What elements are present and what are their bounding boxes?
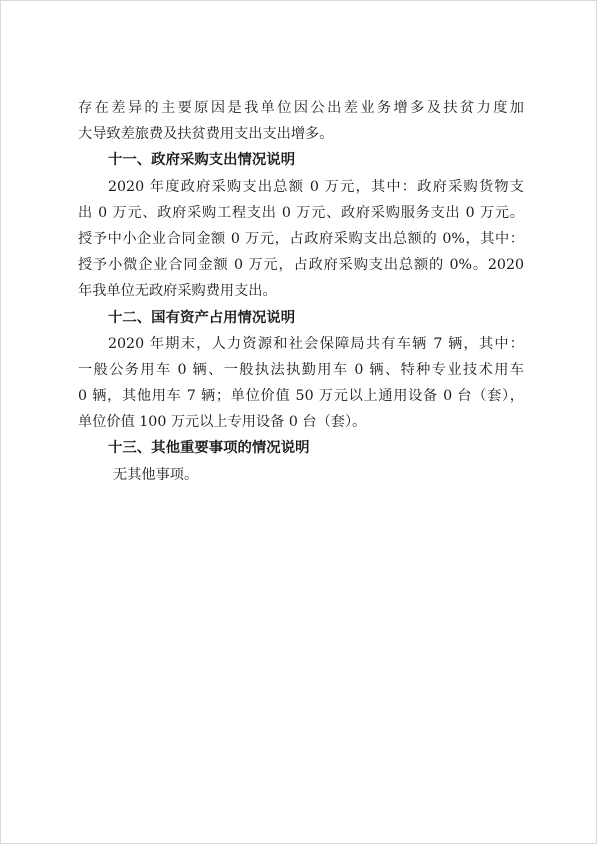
body-line: 年我单位无政府采购费用支出。 <box>78 283 277 300</box>
body-line: 单位价值 100 万元以上专用设备 0 台（套）。 <box>78 414 367 431</box>
body-line: 无其他事项。 <box>113 466 199 483</box>
body-line: 出 0 万元、政府采购工程支出 0 万元、政府采购服务支出 0 万元。 <box>78 204 524 221</box>
body-line: 2020 年期末，人力资源和社会保障局共有车辆 7 辆，其中： <box>108 335 524 352</box>
body-line: 授予小微企业合同金额 0 万元，占政府采购支出总额的 0%。2020 <box>78 257 524 274</box>
body-line: 大导致差旅费及扶贫费用支出支出增多。 <box>78 126 334 143</box>
body-line: 授予中小企业合同金额 0 万元，占政府采购支出总额的 0%，其中： <box>78 230 524 247</box>
body-line: 存在差异的主要原因是我单位因公出差业务增多及扶贫力度加 <box>78 100 524 116</box>
section-heading-12: 十二、国有资产占用情况说明 <box>108 309 296 326</box>
body-line: 一般公务用车 0 辆、一般执法执勤用车 0 辆、特种专业技术用车 <box>78 361 524 378</box>
body-line: 0 辆，其他用车 7 辆；单位价值 50 万元以上通用设备 0 台（套）， <box>78 388 524 405</box>
section-heading-11: 十一、政府采购支出情况说明 <box>108 152 296 169</box>
section-heading-13: 十三、其他重要事项的情况说明 <box>108 440 310 457</box>
body-line: 2020 年度政府采购支出总额 0 万元，其中：政府采购货物支 <box>108 178 524 195</box>
document-body <box>78 95 524 488</box>
